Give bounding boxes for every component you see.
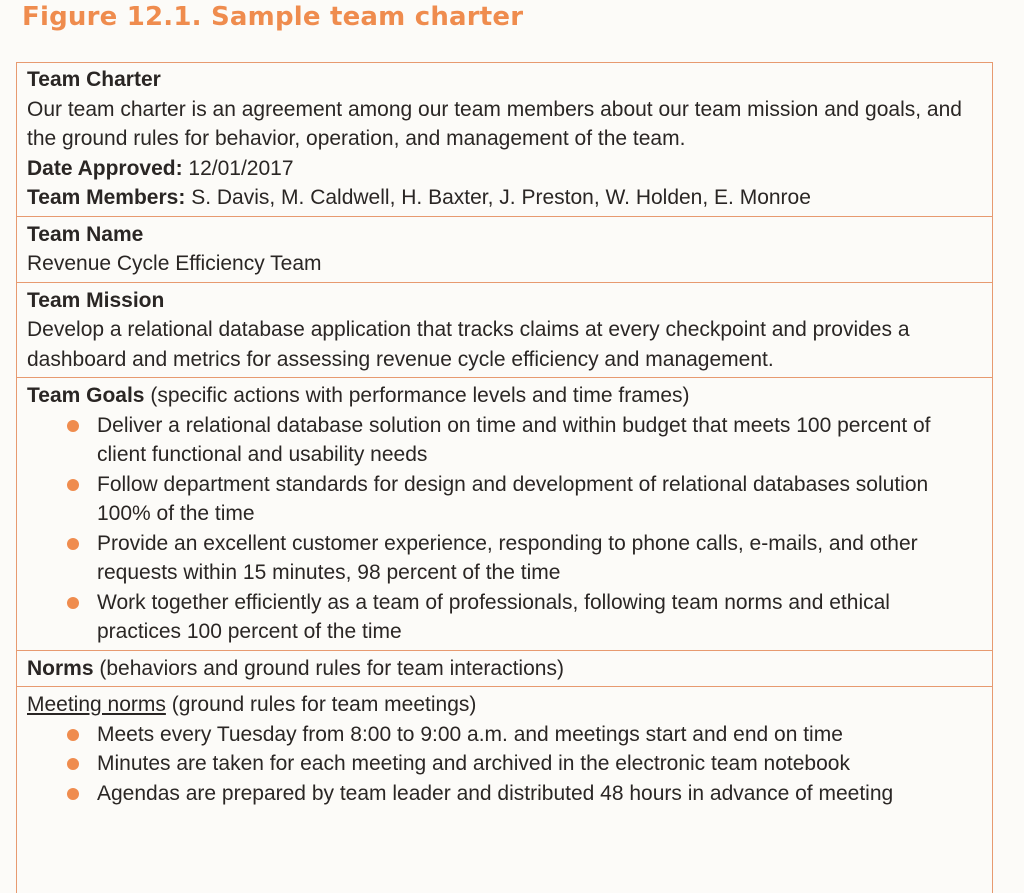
list-item: Work together efficiently as a team of professionals, following team norms and ethical practices 100 percent of the time <box>67 588 964 647</box>
list-item: Follow department standards for design and development of relational databases solution 100% of the time <box>67 470 964 529</box>
members-label: Team Members: <box>27 186 186 209</box>
team-goals-note: (specific actions with performance levels and time frames) <box>150 384 690 407</box>
meeting-norms-title <box>27 690 984 720</box>
figure-title: Figure 12.1. Sample team charter <box>22 2 524 32</box>
date-approved <box>27 154 984 184</box>
norms-note: (behaviors and ground rules for team interactions) <box>99 656 564 680</box>
team-name-value: Revenue Cycle Efficiency Team <box>27 252 322 275</box>
team-name-heading: Team Name <box>27 222 144 246</box>
team-mission-heading: Team Mission <box>27 288 165 312</box>
charter-intro: Our team charter is an agreement among our team members about our team mission and goals, and the ground rules for behavior, operation, and management of the team. <box>27 97 962 150</box>
charter-heading: Team Charter <box>27 68 161 91</box>
team-mission-value: Develop a relational database application that tracks claims at every checkpoint and provides a dashboard and metrics for assessing revenue cycle efficiency and management. <box>27 318 910 371</box>
team-mission-section <box>17 283 992 379</box>
team-members <box>27 183 984 213</box>
team-name-section <box>17 217 992 283</box>
date-value: 12/01/2017 <box>188 156 294 180</box>
team-goals-heading: Team Goals <box>27 384 145 407</box>
list-item: Provide an excellent customer experience, responding to phone calls, e-mails, and other requests within 15 minutes, 98 percent of the time <box>67 529 964 588</box>
norms-heading: Norms <box>27 656 94 680</box>
team-goals-list <box>27 411 984 647</box>
charter-section <box>17 63 992 217</box>
list-item: Meets every Tuesday from 8:00 to 9:00 a.m. and meetings start and end on time <box>67 720 984 750</box>
meeting-norms-section <box>17 687 992 811</box>
meeting-norms-heading: Meeting norms <box>27 693 166 716</box>
team-goals-section <box>17 378 992 651</box>
list-item: Agendas are prepared by team leader and distributed 48 hours in advance of meeting <box>67 779 984 809</box>
date-label: Date Approved: <box>27 156 183 180</box>
team-goals-title <box>27 381 984 411</box>
team-charter-table <box>16 62 993 893</box>
members-value: S. Davis, M. Caldwell, H. Baxter, J. Preston, W. Holden, E. Monroe <box>191 186 811 209</box>
meeting-norms-list <box>27 720 984 809</box>
meeting-norms-note: (ground rules for team meetings) <box>171 693 477 716</box>
list-item: Minutes are taken for each meeting and archived in the electronic team notebook <box>67 749 984 779</box>
list-item: Deliver a relational database solution on time and within budget that meets 100 percent of client functional and usability needs <box>67 411 964 470</box>
norms-section <box>17 651 992 688</box>
